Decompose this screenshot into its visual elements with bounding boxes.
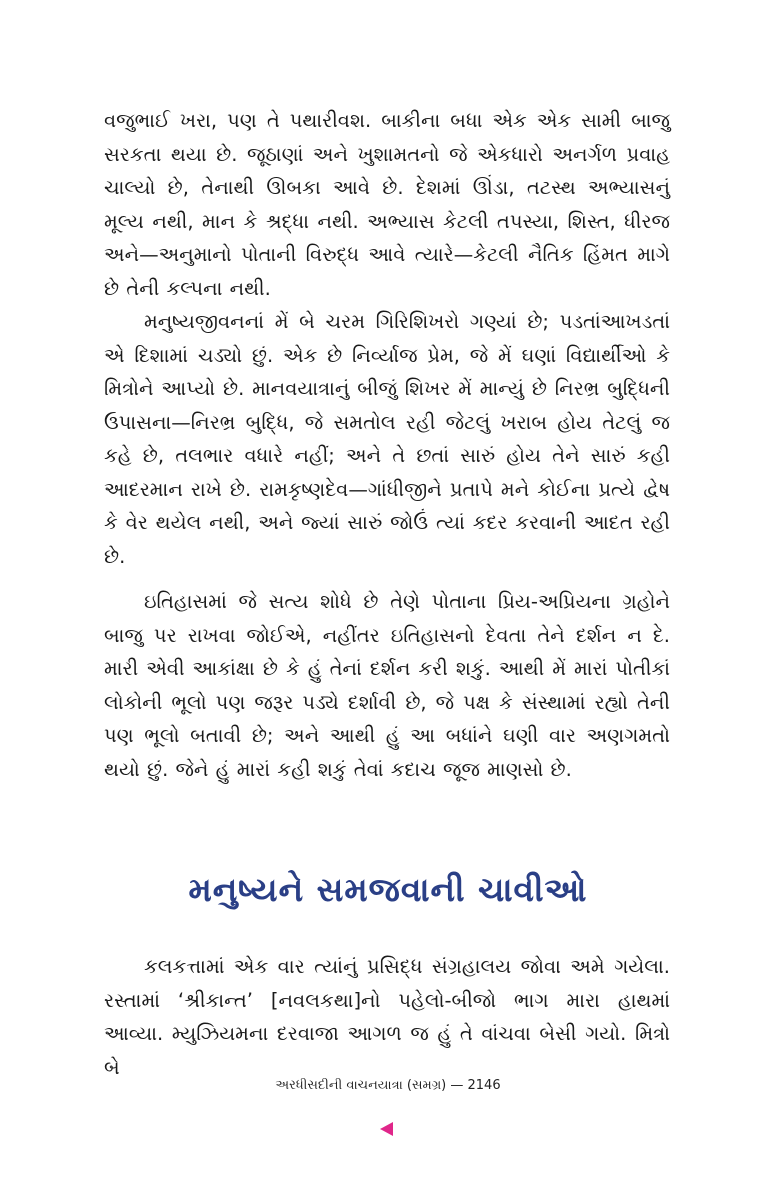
section-heading: મનુષ્યને સમજવાની ચાવીઓ [188,870,588,909]
paragraph-1: વજુભાઈ ખરા, પણ તે પથારીવશ. બાકીના બધા એક એક સામી બાજુ સરકતા થયા છે. જૂઠાણાં અને ખુશામતનો જે એકધારો અનર્ગળ પ્રવાહ ચાલ્યો છે, તેનાથી ઊબકા આવે છે. દેશમાં ઊંડા, તટસ્થ અભ્યાસનું મૂલ્ય નથી, માન કે શ્રદ્ધા નથી. અભ્યાસ કેટલી તપસ્યા, શિસ્ત, ધીરજ અને—અનુમાનો પોતાની વિરુદ્ધ આવે ત્યારે—કેટલી નૈતિક હિંમત માગે છે તેની કલ્પના નથી. [104,109,670,300]
previous-page-arrow-icon[interactable] [380,1122,393,1136]
page-footer: અરધીસદીની વાચનયાત્રા (સમગ્ર) — 2146 [275,1078,501,1093]
paragraph-2: મનુષ્યજીવનનાં મેં બે ચરમ ગિરિશિખરો ગણ્યાં છે; પડતાંઆખડતાં એ દિશામાં ચડ્યો છું. એક છે નિર્વ્યાજ પ્રેમ, જે મેં ઘણાં વિદ્યાર્થીઓ કે મિત્રોને આપ્યો છે. માનવયાત્રાનું બીજું શિખર મેં માન્યું છે નિરભ્ર બુદ્ધિની ઉપાસના—નિરભ્ર બુદ્ધિ, જે સમતોલ રહી જેટલું ખરાબ હોય તેટલું જ કહે છે, તલભાર વધારે નહીં; અને તે છતાં સારું હોય તેને સારું કહી આદરમાન રાખે છે. રામકૃષ્ણદેવ—ગાંધીજીને પ્રતાપે મને કોઈના પ્રત્યે દ્વેષ કે વેર થયેલ નથી, અને જ્યાં સારું જોઉં ત્યાં કદર કરવાની આદત રહી છે. [104,310,670,568]
paragraph-4: કલકત્તામાં એક વાર ત્યાંનું પ્રસિદ્ધ સંગ્રહાલય જોવા અમે ગયેલા. રસ્તામાં ‘શ્રીકાન્ત’ [નવલકથા]નો પહેલો-બીજો ભાગ મારા હાથમાં આવ્યા. મ્યુઝિયમના દરવાજા આગળ જ હું તે વાંચવા બેસી ગયો. મિત્રો બે [104,955,670,1079]
paragraph-3: ઇતિહાસમાં જે સત્ય શોધે છે તેણે પોતાના પ્રિય-અપ્રિયના ગ્રહોને બાજુ પર રાખવા જોઈએ, નહીંતર ઇતિહાસનો દેવતા તેને દર્શન ન દે. મારી એવી આકાંક્ષા છે કે હું તેનાં દર્શન કરી શકું. આથી મેં મારાં પોતીકાં લોકોની ભૂલો પણ જરૂર પડ્યે દર્શાવી છે, જે પક્ષ કે સંસ્થામાં રહ્યો તેની પણ ભૂલો બતાવી છે; અને આથી હું આ બધાંને ઘણી વાર અણગમતો થયો છું. જેને હું મારાં કહી શકું તેવાં કદાચ જૂજ માણસો છે. [104,590,670,781]
